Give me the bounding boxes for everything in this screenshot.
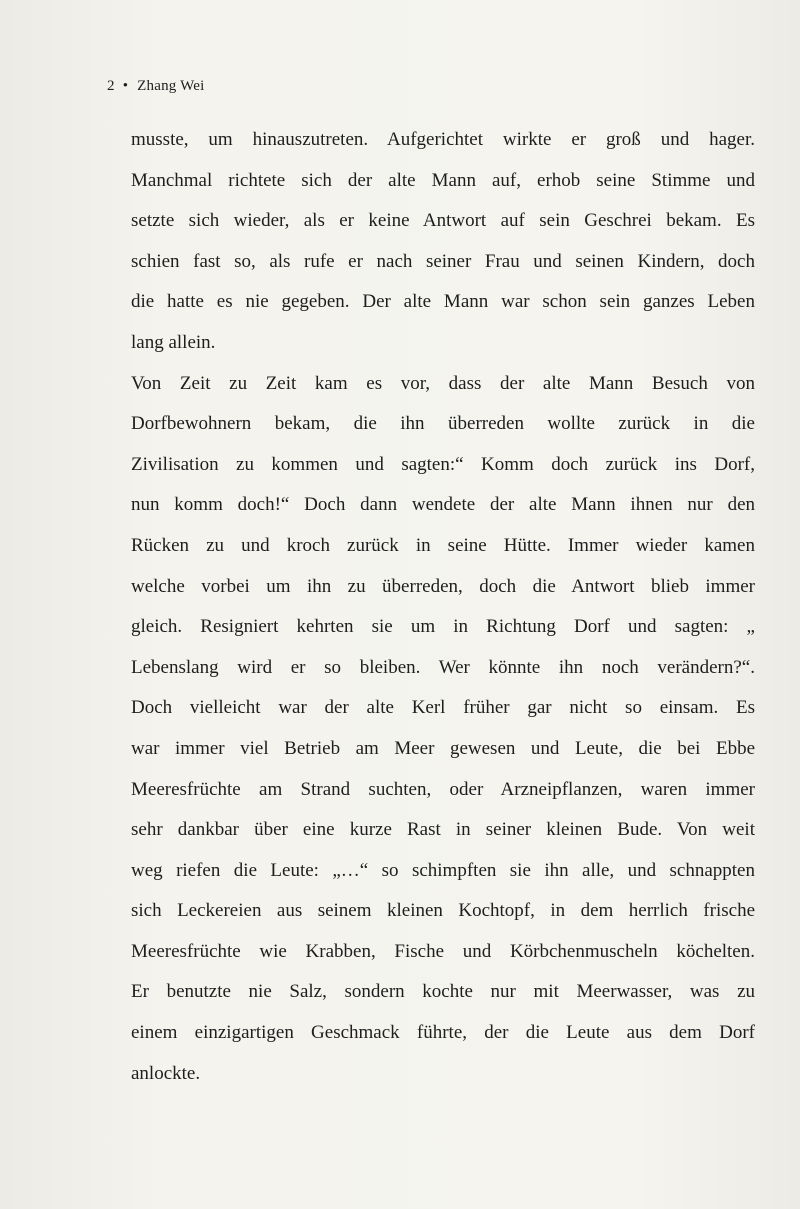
- running-header: [107, 78, 205, 95]
- text-line: nun komm doch!“ Doch dann wendete der alte Mann ihnen nur den: [131, 494, 755, 516]
- text-line: einem einzigartigen Geschmack führte, der die Leute aus dem Dorf: [131, 1022, 755, 1044]
- text-line: setzte sich wieder, als er keine Antwort auf sein Geschrei bekam. Es: [131, 210, 755, 232]
- page-number: 2: [107, 78, 115, 94]
- author-name: Zhang Wei: [137, 78, 205, 94]
- text-line: sich Leckereien aus seinem kleinen Kochtopf, in dem herrlich frische: [131, 900, 755, 922]
- text-line: lang allein.: [131, 331, 216, 353]
- header-separator: •: [122, 78, 129, 94]
- text-line: Er benutzte nie Salz, sondern kochte nur mit Meerwasser, was zu: [131, 981, 755, 1003]
- text-line: Von Zeit zu Zeit kam es vor, dass der alte Mann Besuch von: [131, 372, 755, 394]
- text-line: gleich. Resigniert kehrten sie um in Richtung Dorf und sagten: „: [131, 616, 755, 638]
- text-line: war immer viel Betrieb am Meer gewesen und Leute, die bei Ebbe: [131, 737, 755, 759]
- text-line: Rücken zu und kroch zurück in seine Hütte. Immer wieder kamen: [131, 534, 755, 556]
- text-line: weg riefen die Leute: „…“ so schimpften sie ihn alle, und schnappten: [131, 859, 755, 881]
- text-line: die hatte es nie gegeben. Der alte Mann war schon sein ganzes Leben: [131, 291, 755, 313]
- text-line: Zivilisation zu kommen und sagten:“ Komm doch zurück ins Dorf,: [131, 453, 755, 475]
- text-line: sehr dankbar über eine kurze Rast in seiner kleinen Bude. Von weit: [131, 819, 755, 841]
- text-line: anlockte.: [131, 1062, 201, 1084]
- text-line: Dorfbewohnern bekam, die ihn überreden wollte zurück in die: [131, 413, 755, 435]
- text-line: Lebenslang wird er so bleiben. Wer könnte ihn noch verändern?“.: [131, 656, 755, 678]
- text-line: Doch vielleicht war der alte Kerl früher gar nicht so einsam. Es: [131, 697, 755, 719]
- text-line: welche vorbei um ihn zu überreden, doch die Antwort blieb immer: [131, 575, 755, 597]
- text-line: Meeresfrüchte am Strand suchten, oder Arzneipflanzen, waren immer: [131, 778, 755, 800]
- text-line: schien fast so, als rufe er nach seiner Frau und seinen Kindern, doch: [131, 250, 755, 272]
- text-line: Meeresfrüchte wie Krabben, Fische und Körbchenmuscheln köchelten.: [131, 940, 755, 962]
- text-line: Manchmal richtete sich der alte Mann auf, erhob seine Stimme und: [131, 169, 755, 191]
- body-text: [131, 120, 755, 1094]
- text-line: musste, um hinauszutreten. Aufgerichtet wirkte er groß und hager.: [131, 129, 755, 150]
